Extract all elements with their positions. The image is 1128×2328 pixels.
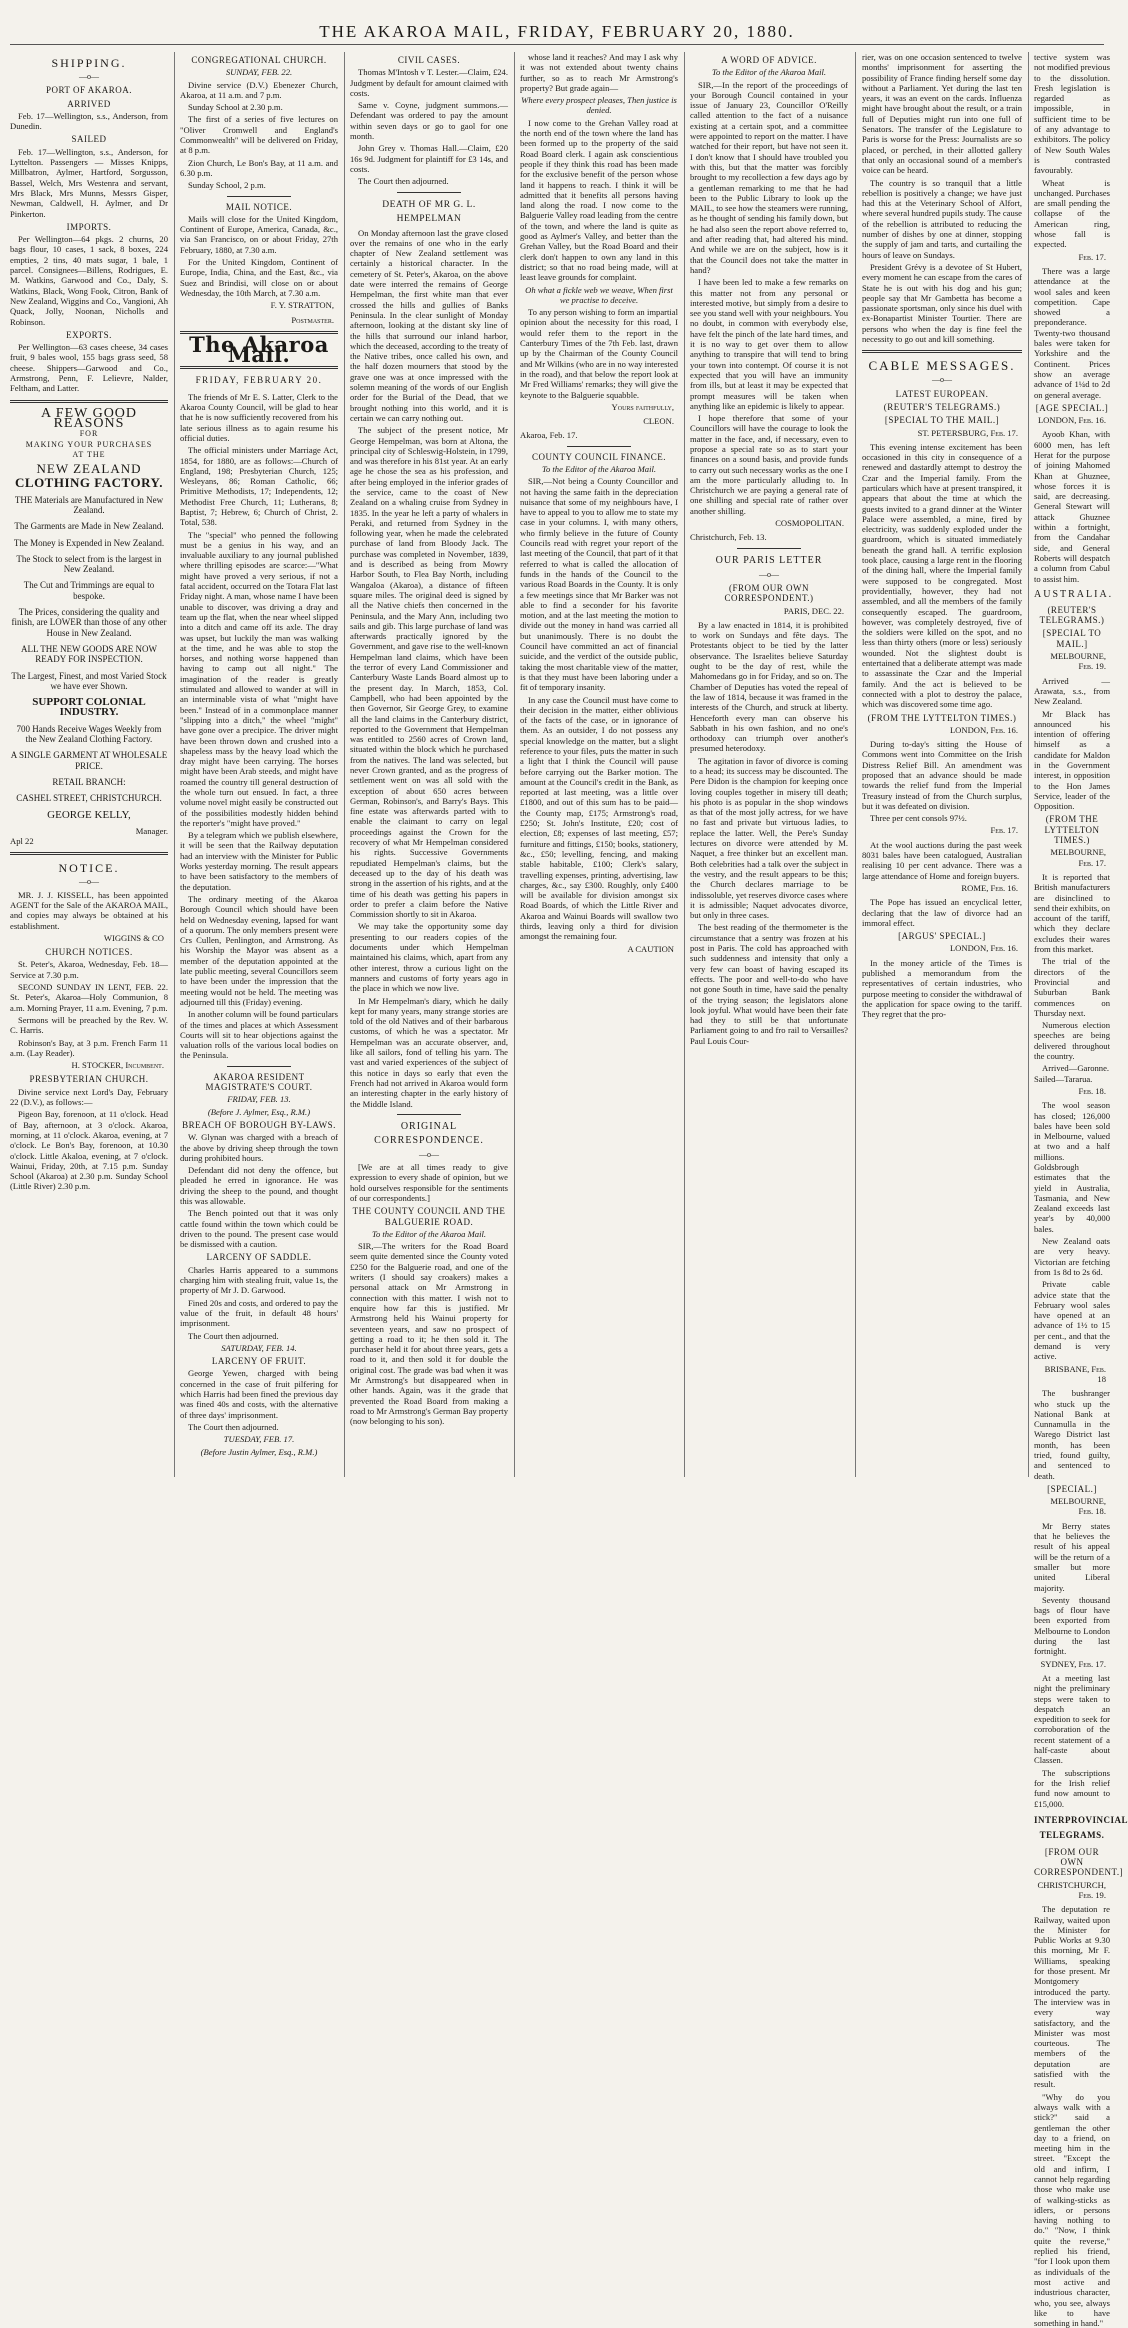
congregational-text: Divine service (D.V.) Ebenezer Church, Akaroa, at 11 a.m. and 7 p.m. (180, 79, 338, 100)
letter-signature: A CAUTION (627, 943, 674, 954)
court-subheading: BREACH OF BOROUGH BY-LAWS. (182, 1119, 336, 1130)
sailed-heading: SAILED (71, 134, 107, 145)
court-heading: AKAROA RESIDENT MAGISTRATE'S COURT. (205, 1071, 313, 1093)
correspondence-heading: ORIGINAL CORRESPONDENCE. (374, 1120, 484, 1146)
court-date: SATURDAY, FEB. 14. (221, 1342, 297, 1353)
column-3 (350, 52, 508, 1477)
cable-paragraph: It is reported that British manufacturers are disinclined to send their exhibits, on account of the tariff, which they declare excludes their wares from this market. (1034, 871, 1110, 955)
letter-paragraph: To any person wishing to form an impartial opinion about the necessity for this road, I would refer them to the report in the Canterbury Times of the 7th Feb. last, drawn up by the Chairman of the County Council and Mr Wilkins (who are in no way interested in the road), and that below the report look at Mr Fred Williams' remarks; they will give the keynote to the Balguerie squabble. (520, 307, 678, 400)
ornament: —o— (79, 72, 99, 81)
congregational-date: SUNDAY, FEB. 22. (225, 67, 293, 78)
letter-paragraph: SIR,—Not being a County Councillor and not having the same faith in the depreciation nuisance that some of my neighbours have, I have to appeal to you to allow me to state my case in your columns. I, with many others, who firmly believe in the future of County Councils read with regret your report of the last meeting of the Council, that part of it that referred to what is called the allocation of funds in the hands of the Council to the various Road Boards in the County. It is only a few meetings since that Mr Barker was not able to find a seconder for his favorite motion, and at the last meeting the motion to divide out the money in hand was carried all but unanimously. There is no doubt the Council have committed an act of financial suicide, and the verdict of the outside public, taking the most charitable view of the matter, is that they must have been laboring under a fit of temporary insanity. (520, 476, 678, 693)
cable-paragraph: New Zealand oats are very heavy. Victorian are fetching from 1s 8d to 2s 6d. (1034, 1236, 1110, 1277)
divider (10, 852, 168, 855)
cable-paragraph: At the wool auctions during the past week 8031 bales have been catalogued, Australian realising 10 per cent advance. There was a large attendance of Home and foreign buyers. (862, 839, 1022, 881)
cable-source: (REUTER'S TELEGRAMS.) (883, 401, 1001, 412)
congregational-text: Sunday School, 2 p.m. (188, 180, 266, 191)
court-before: (Before Justin Aylmer, Esq., R.M.) (200, 1446, 318, 1457)
ad-branch: RETAIL BRANCH: (52, 776, 126, 787)
obituary-heading: DEATH OF MR G. L. HEMPELMAN (382, 199, 476, 224)
cable-dateline: Feb. 17. (990, 825, 1018, 836)
divider (397, 1114, 460, 1115)
civil-cases-heading: CIVIL CASES. (397, 55, 461, 65)
cable-paragraph: The wool season has closed; 126,000 bales have been sold in Melbourne, valued at two and a half millions. Goldsbrough estimates that the yield in Australia, Tasmania, and New Zealand exceeds last year's by 40,000 bales. (1034, 1100, 1110, 1234)
cable-paragraph: Mr Black has announced his intention of offering himself as a candidate for Maldon in the Government interest, in opposition to the Hon James Service, leader of the Opposition. (1034, 708, 1110, 812)
column-rule (344, 52, 345, 1477)
cable-paragraph: Numerous election speeches are being delivered throughout the country. (1034, 1020, 1110, 1062)
imports-heading: IMPORTS. (66, 221, 112, 232)
ornament: —o— (79, 877, 99, 887)
cable-paragraph: Arrived — Arawata, s.s., from New Zealand. (1034, 675, 1110, 707)
cable-source: [ARGUS' SPECIAL.] (898, 931, 986, 942)
mail-notice-signature: F. Y. STRATTON, (270, 300, 334, 311)
cable-paragraph: Arrived—Garonne. Sailed—Tararua. (1034, 1063, 1110, 1084)
column-rule (174, 52, 175, 1477)
ad-point: A SINGLE GARMENT AT WHOLESALE PRICE. (10, 750, 168, 771)
paris-paragraph: The country is so tranquil that a little rebellion is positively a change; we have just had this at the Veterinary School of Alfort, where several hundred pupils study. The cause of the rebellion is attributed to reducing the number of dishes by one at dinner, stopping the supply of jam and tarts, and curtailing the hours of leave on Sundays. (862, 177, 1022, 260)
cable-dateline: Feb. 17. (1078, 251, 1106, 262)
church-text: St. Peter's, Akaroa, Wednesday, Feb. 18—Service at 7.30 p.m. (10, 959, 168, 980)
mail-notice-text: Mails will close for the United Kingdom, Continent of Europe, America, Canada, &c., via San Francisco, on or about Friday, 27th February, 1880, at 7.30 a.m. (180, 213, 338, 255)
cable-paragraph: Seventy thousand bags of flour have been exported from Melbourne to London during the last fortnight. (1034, 1594, 1110, 1657)
paris-paragraph: The agitation in favor of divorce is coming to a head; its success may be discounted. The Pere Didon is the champion for keeping once loving couples together in misery till death; his photo is as popular in the shop windows as that of the most jolly actress, for we have no fast and private but virtuous ladies, to replace the latter. Well, the Pere's Sunday lectures on divorce were attended by M. Naquet, a free thinker but an excellent man. Both celebrities had a talk over the subject in the vestry, and the result appears to be this; the Church declares marriage to be indissoluble, yet reserves divorce cases where it is admissible; Naquet advocates divorce, but only in three cases. (690, 755, 848, 921)
editorial-paragraph: The official ministers under Marriage Act, 1854, for 1880, are as follows:—Church of England, 198; Presbyterian Church, 125; Wesleyans, 86; Roman Catholic, 66; Primitive Methodists, 17; Independents, 12; Methodist Free Church, 11; Lutherans, 8; Baptist, 7; Hebrew, 6; Church of Christ, 2. Total, 538. (180, 445, 338, 528)
column-5 (690, 52, 848, 1477)
exports-text: Per Wellington—63 cases cheese, 34 cases fruit, 9 bales wool, 155 bags grass seed, 58 cheese. Shippers—Garwood and Co., Armstrong, Penn, F. Lelievre, Nalder, Feltham, and Latter. (10, 342, 168, 394)
cable-dateline: MELBOURNE, Feb. 17. (1050, 847, 1106, 868)
ad-point: SUPPORT COLONIAL INDUSTRY. (32, 696, 146, 719)
ad-point: 700 Hands Receive Wages Weekly from the New Zealand Clothing Factory. (16, 723, 162, 745)
cable-paragraph: Mr Berry states that he believes the result of his appeal will be the return of a smaller but more united Liberal majority. (1034, 1520, 1110, 1593)
cable-dateline: ST. PETERSBURG, Feb. 17. (917, 427, 1018, 438)
cable-dateline: CHRISTCHURCH, Feb. 19. (1037, 1879, 1106, 1900)
cable-paragraph: Ayoob Khan, with 6000 men, has left Herat for the purpose of joining Mahomed Khan at Ghuznee, whose forces it is said, are decreasing. General Stewart will attack Ghuznee within a fortnight, from the Candahar side, and General Roberts will despatch a column from Cabul to assist him. (1034, 429, 1110, 584)
divider (10, 400, 168, 403)
ornament: —o— (932, 375, 952, 385)
column-rule (514, 52, 515, 1477)
church-text: Robinson's Bay, at 3 p.m. French Farm 11 a.m. (Lay Reader). (10, 1037, 168, 1058)
australia-heading: AUSTRALIA. (1034, 588, 1114, 600)
cable-paragraph: The bushranger who stuck up the National Bank at Cunnamulla in the Warego District last month, has been tried, found guilty, and sentenced to death. (1034, 1388, 1110, 1481)
divider (397, 192, 460, 193)
letter-place: Christchurch, Feb. 13. (690, 532, 767, 543)
arrived-heading: ARRIVED (67, 98, 111, 109)
court-subheading: LARCENY OF FRUIT. (211, 1356, 307, 1367)
ad-street: CASHEL STREET, CHRISTCHURCH. (16, 793, 162, 804)
letter-paragraph: SIR,—In the report of the proceedings of your Borough Council contained in your issue of January 23, Councillor O'Reilly called attention to the fact of a nuisance existing at a certain spot, and a committee were appointed to report on the matter. I have watched for their report, but have not seen it. I don't know that I should have troubled you with this, but that the matter was forcibly brought to my recollection a few days ago by a gentleman remarking to me that he had been to the Public Library to look up the MAIL, to see how the steamers were running, as he thought of sending his family down, but he had also seen the report above referred to, and after reading that, had altered his mind. And while we are on the subject, how is it that the Council does not take the matter in hand? (690, 79, 848, 275)
court-text: The Court then adjourned. (188, 1330, 279, 1341)
editorial-paragraph: In another column will be found particulars of the times and places at which Assessment Courts will sit to hear objections against the valuation rolls of the various local bodies on the Peninsula. (180, 1009, 338, 1061)
cable-source: (REUTER'S TELEGRAMS.) (1039, 604, 1105, 626)
ornament: —o— (759, 569, 779, 579)
church-text: SECOND SUNDAY IN LENT, FEB. 22. St. Peter's, Akaroa—Holy Communion, 8 a.m. Morning Prayer, 11 a.m. Evening, 7 p.m. (10, 982, 168, 1013)
ad-line: AT THE (72, 449, 106, 459)
column-rule (855, 52, 856, 1477)
finance-heading: COUNTY COUNCIL FINANCE. (531, 451, 667, 462)
ad-headline: A FEW GOOD REASONS (40, 405, 138, 431)
divider (737, 548, 800, 549)
cable-paragraph: Private cable advice state that the February wool sales have opened at an advance of 1½ to 15 per cent., and that the demand is very active. (1034, 1279, 1110, 1362)
cable-paragraph: The deputation re Railway, waited upon the Minister for Public Works at 9.30 this morning, Mr F. Williams, speaking for those present. Mr Montgomery introduced the party. The interview was in every way satisfactory, and the Minister was most courteous. The members of the deputation are satisfied with the result. (1034, 1904, 1110, 2090)
congregational-heading: CONGREGATIONAL CHURCH. (191, 55, 327, 65)
cable-dateline: SYDNEY, Feb. 17. (1040, 1658, 1106, 1669)
paris-letter-heading: OUR PARIS LETTER (715, 554, 823, 566)
ad-date: Apl 22 (10, 836, 34, 847)
court-subheading: LARCENY OF SADDLE. (206, 1252, 312, 1263)
congregational-text: Zion Church, Le Bon's Bay, at 11 a.m. and 6.30 p.m. (180, 157, 338, 178)
anecdote-paragraph: "Why do you always walk with a stick?" said a gentleman the other day to a friend, on meeting him in the street. "Except the old and infirm, I cannot help regarding those who make use of walking-sticks as idlers, or persons having nothing to do." "Now, I think quite the reverse," replied his friend, "for I look upon them as individuals of the most active and industrious character, who, you see, always like to have something in hand." (1034, 2091, 1110, 2328)
cable-heading: CABLE MESSAGES. (868, 358, 1016, 374)
ad-line: MAKING YOUR PURCHASES (25, 439, 153, 449)
cable-source: [SPECIAL TO THE MAIL.] (884, 415, 1000, 426)
cable-paragraph: In the money article of the Times is published a memorandum from the representatives of certain industries, who purpose meeting to consider the withdrawal of the application for space owing to the tariff. They regret that the pro- (862, 957, 1022, 1020)
letter-paragraph: I now come to the Grehan Valley road at the north end of the town where the land has been formed up to the property of the said Road Board clerk. I again ask conscientious people if they think this road has been made for the exclusive benefit of the person whose land it happens to reach. I think it will be admitted that it benefits all persons having land along the road. I now come to the Balguerie Valley road leading from the centre of the town, and where the land is quite as good as Aylmer's Valley, and better than the Grehan Valley, but the Road Board and their clerk don't happen to own any land in this district; so that no road being made, will at least leave grounds for complaint. (520, 117, 678, 283)
letter-paragraph: I hope therefore that some of your Councillors will have the courage to look the matter in the face, and, if necessary, even to propose a special rate so as to start your finances on a sound basis, and provide funds to carry out such necessary works as the one I am the more particularly alluding to. In Christchurch we are paying a general rate of one shilling and special rate of rather over another shilling. (690, 413, 848, 516)
mail-notice-text: For the United Kingdom, Continent of Europe, India, China, and the East, &c., via Suez and Brindisi, will close on or about Wednesday, the 10th March, at 7.30 a.m. (180, 257, 338, 298)
letter-signature: CLEON. (643, 416, 674, 427)
ad-point: The Cut and Trimmings are equal to bespoke. (23, 580, 155, 601)
obituary-paragraph: In Mr Hempelman's diary, which he daily kept for many years, many strange stories are told of the old Natives and of their barbarous customs, of which he was a spectator. Mr Hempelman was an accurate observer, and, like all sailors, fond of telling his yarn. The vast and varied experiences of the subject of this notice in days so early that even the French had not arrived in Akaroa would form an interesting chapter in the early history of the Middle Island. (350, 995, 508, 1109)
cable-paragraph: Wheat is unchanged. Purchases are small pending the collapse of the American ring, whose fall is expected. (1034, 177, 1110, 250)
court-date: TUESDAY, FEB. 17. (223, 1434, 295, 1445)
top-rule (10, 44, 1104, 45)
ornament: —o— (419, 1149, 439, 1159)
obituary-paragraph: On Monday afternoon last the grave closed over the remains of one who in the early chapter of New Zealand settlement was certainly a historical character. In the cemetery of St. Peter's, Akaroa, on the above date were interred the remains of George Hempelman, the first white man that ever crossed the hills and gullies of Banks Peninsula. In the clear sunlight of Monday afternoon, looking at the distant sky line of the hills that surround our inland harbor, which the deceased, according to the treaty of the Native tribes, once called his own, and the half dozen mourners that stood by the grave one was at once impressed with the solemn meaning of the words of our English order for the Burial of the Dead, that we brought nothing into this world, and it is certain we can carry nothing out. (350, 227, 508, 423)
obituary-paragraph: We may take the opportunity some day presenting to our readers copies of the documents under which Hempelman maintained his claims, which, apart from any other interest, throw a curious light on the manners and customs of forty years ago in the place in which we now live. (350, 921, 508, 994)
clothing-factory-ad (10, 405, 168, 847)
divider (862, 350, 1022, 353)
arrived-text: Feb. 17—Wellington, s.s., Anderson, from Dunedin. (10, 110, 168, 132)
divider (567, 446, 630, 447)
cable-paragraph: During to-day's sitting the House of Commons went into Committee on the Irish Distress Relief Bill. An amendment was proposed that an advance should be made towards the relief fund from the Imperial Treasury instead of from the Church surplus, but it was defeated on division. (862, 739, 1022, 811)
congregational-text: The first of a series of five lectures on "Oliver Cromwell and England's Commonwealth" will be delivered on Friday, at 8 p.m. (180, 114, 338, 156)
court-date: FRIDAY, FEB. 13. (227, 1094, 291, 1105)
presbyterian-text: Pigeon Bay, forenoon, at 11 o'clock. Head of Bay, afternoon, at 3 o'clock. Akaroa, morning, at 11 o'clock. Akaroa, evening, at 7 o'clock. Le Bon's Bay, forenoon, at 10.30 o'clock. Little Akaloa, evening, at 7 o'clock. Wainui, Friday, 20th, at 7.15 p.m. Sunday School (Akaroa) at 2.30 p.m. Sunday School (Little River) 2.30 p.m. (10, 1109, 168, 1192)
cable-paragraph: There was a large attendance at the wool sales and keen competition. Cape showed a preponderance. Twenty-two thousand bales were taken for Yorkshire and the Continent. Prices show an average advance of 1¼d to 2d on general average. (1034, 265, 1110, 400)
ad-point: The Garments are Made in New Zealand. (14, 521, 164, 532)
court-text: Charles Harris appeared to a summons charging him with stealing fruit, value 1s, the property of Mr J. D. Garwood. (180, 1264, 338, 1296)
cable-paragraph: Three per cent consols 97½. (870, 813, 967, 824)
court-text: The Court then adjourned. (188, 1421, 279, 1432)
court-text: Defendant did not deny the offence, but pleaded he erred in ignorance. He was driving the sheep to the pound, and thought this was allowable. (180, 1165, 338, 1206)
cable-source: [SPECIAL.] (1047, 1483, 1097, 1494)
ad-line: NEW ZEALAND (36, 461, 142, 477)
paris-letter-date: PARIS, DEC. 22. (783, 605, 844, 616)
editorial-paragraph: The ordinary meeting of the Akaroa Borough Council which should have been held on Wednesday evening, lapsed for want of a quorum. The only members present were Crs Cullen, Penlington, and Armstrong. As his Worship the Mayor was absent as a member of the deputation appointed at the late public meeting, several Councillors seem to have been under the impression that the meeting would not be held. The meeting was adjourned till this (Friday) evening. (180, 893, 338, 1007)
church-heading: CHURCH NOTICES. (45, 947, 133, 958)
interprovincial-heading: INTERPROVINCIAL TELEGRAMS. (1034, 1814, 1128, 1840)
letter-signature: COSMOPOLITAN. (775, 518, 844, 529)
presbyterian-heading: PRESBYTERIAN CHURCH. (29, 1074, 149, 1085)
letter-paragraph: In any case the Council must have come to their decision in the matter, either oblivious of the facts of the case, or in ignorance of them. As an outsider, I do not possess any special knowledge on the matter, but a slight reference to your files, puts the matter in such a light that I think the Council will pause before carrying out the Barker motion. The amount at the Council's credit in the Bank, as reported at last meeting, was a little over £1800, and out of this sum has to be paid—the County map, £175; Armstrong's road, £250; St. John's Institute, £20; cost of election, £8; expenses of last meeting, £57; furniture and fittings, £150; books, stationery, &c., £50; levelling, fencing, and making stable habitable, £100; Clerk's salary, travelling expenses, printing, advertising, law charges, &c., say £300. Roughly, only £400 will be available for division amongst six Road Boards, of which the Little River and Akaroa and Wainui Boards will swallow two thirds, leaving only a third for division amongst the remaining four. (520, 694, 678, 942)
column-rule (1028, 52, 1029, 1477)
civil-case: Thomas M'Intosh v T. Lester.—Claim, £24. Judgment by default for amount claimed with costs. (350, 67, 508, 98)
cable-dateline: BRISBANE, Feb. 18 (1044, 1363, 1106, 1384)
letter-paragraph: SIR,—The writers for the Road Board seem quite demented since the County voted £250 for the Balguerie road, and one of the writers (I should say croakers) makes a personal attack on Mr Armstrong in connection with this matter. I wish not to enquire how far this is justified. Mr Armstrong held his Wainui property for seventeen years, and saw no prospect of getting a road to it; he then sold it. The purchaser held it for about three years, gets a road to it, and then sold it for double the original cost. The grade was bad when it was Mr Armstrong's but disappeared when in other hands. Again, was it the grade that prevented the Road Board from making a road to Mr Armstrong's German Bay property (now belonging to his son). (350, 1241, 508, 1427)
notice-signature: WIGGINS & CO (103, 932, 164, 943)
church-signature: H. STOCKER, Incumbent. (71, 1060, 164, 1071)
cable-source: (FROM THE LYTTELTON TIMES.) (867, 712, 1017, 723)
cable-dateline: LONDON, Feb. 16. (1037, 415, 1106, 426)
cable-paragraph: The Pope has issued an encyclical letter, declaring that the law of divorce had an immoral effect. (862, 897, 1022, 928)
letter-heading: THE COUNTY COUNCIL AND THE BALGUERIE ROAD. (352, 1206, 506, 1227)
cable-subheading: LATEST EUROPEAN. (895, 388, 989, 399)
paris-paragraph: rier, was on one occasion sentenced to twelve months' imprisonment for asserting the possibility of France finding herself some day without a Parliament. Yet during the last ten years, it was an event on the cards. Influenza might have brought about the result, or a train full of Deputies might run into one full of Senators. The transfer of the Legislature to Paris is worse for the Press: Journalists are so placed, or perched, in their allotted gallery that only an occasional sound of a member's voice can be heard. (862, 52, 1022, 176)
cable-paragraph: This evening intense excitement has been occasioned in this city in consequence of a renewed and dastardly attempt to destroy the Czar and the Imperial family. From the particulars which have at present transpired, it appears that about the time at which the guests invited to a grand dinner at the Winter Palace were assembled, a mine, fired by electricity, was suddenly exploded under the guardroom, which is situated immediately beneath the grand hall. A terrific explosion took place, causing a large rent in the flooring of the dining hall, where the Imperial family were supposed to be congregated. Most providentially, however, they had not assembled, and all the members of the family consequently escaped. The guardroom, however, was completely destroyed, five of the soldiers were killed on the spot, and no less than thirty others (more or less) seriously wounded. Not the slightest doubt is entertained that a deliberate attempt was made to assassinate the Czar and the Imperial family. And the act is believed to be connected with a plot to destroy the palace, which was discovered some time ago. (862, 441, 1022, 710)
divider (227, 196, 290, 197)
imports-text: Per Wellington—64 pkgs. 2 churns, 20 bags flour, 10 cases, 1 sack, 8 boxes, 224 empties, 2 tins, 40 mats sugar, 1 bale, 1 parcel. Consignees—Billens, Rodrigues, E. M. Watkins, Garwood and Co., Daly, S. Watkins, Black, Wong Fook, Citron, Bank of New Zealand, Wiggins and Co., Vangioni, Ah Quack, Jolly, Noonan, Nicholls and Robinson. (10, 234, 168, 327)
paris-paragraph: President Grévy is a devotee of St Hubert, every moment he can escape from the cares of State he is out with his dog and his gun; people say that Mr Gambetta has become a passionate sportsman, only since his duel with ex-Bonapartist Minister Tourtier. There are persons who when the day is fine feel the necessity to go out and kill something. (862, 261, 1022, 345)
notice-heading: NOTICE. (58, 861, 120, 876)
editorial-paragraph: The friends of Mr E. S. Latter, Clerk to the Akaroa County Council, will be glad to hear that he is now sufficiently recovered from his late serious illness as to again resume his official duties. (180, 391, 338, 443)
sailed-text: Feb. 17—Wellington, s.s., Anderson, for Lyttelton. Passengers — Misses Knipps, Millbatron, Aylmer, Hartford, Sorgusson, Bassel, Welch, Mrs Westenra and servant, Mrs Black, Mrs Munns, Messrs Gisper, Newman, Caldwell, H. Aylmer, and Dr Pinkerton. (10, 146, 168, 219)
masthead: THE AKAROA MAIL, FRIDAY, FEBRUARY 20, 1880. (319, 22, 795, 41)
shipping-heading: SHIPPING. (51, 56, 127, 70)
verse: Where every prospect pleases, Then justice is denied. (521, 95, 677, 116)
cable-dateline: MELBOURNE, Feb. 18. (1050, 1496, 1106, 1517)
editorial-paragraph: By a telegram which we publish elsewhere, it will be seen that the Railway deputation had an interview with the Minister for Public Works yesterday morning. The result appears to have been satisfactory to the members of the deputation. (180, 830, 338, 892)
mail-notice-heading: MAIL NOTICE. (225, 201, 293, 212)
ad-point: ALL THE NEW GOODS ARE NOW READY FOR INSPECTION. (20, 643, 158, 665)
cable-paragraph: At a meeting last night the preliminary steps were taken to despatch an expedition to seek for corroboration of the recent statement of a half-caste about Classen. (1034, 1672, 1110, 1766)
column-rule (684, 52, 685, 1477)
divider (227, 1066, 290, 1067)
letter-place: Akaroa, Feb. 17. (520, 430, 578, 441)
cable-source: [SPECIAL TO MAIL.] (1042, 628, 1102, 649)
ad-point: The Largest, Finest, and most Varied Stock we have ever Shown. (11, 670, 167, 691)
court-text: The Bench pointed out that it was only cattle found within the town which could be driven to the pound. The present case would be dismissed with a caution. (180, 1208, 338, 1250)
cable-paragraph: The subscriptions for the Irish relief fund now amount to £15,000. (1034, 1767, 1110, 1809)
letter-paragraph: whose land it reaches? And may I ask why it was not extended about twenty chains further, so as to reach Mr Armstrong's property? But grade again— (520, 52, 678, 93)
civil-case: John Grey v. Thomas Hall.—Claim, £20 16s 9d. Judgment for plaintiff for £3 14s, and costs. (350, 143, 508, 174)
paris-paragraph: The best reading of the thermometer is the circumstance that a sentry was frozen at his post in Paris. The cold has approached with such suddenness and intensity that only a very few can boast of having escaped its effects. The poor and well-to-do who have not gone South in time, have said the penalty of the trying season; the legislators alone look joyful. What would have been their fate had they to still be that unfortunate Parliament going to and fro rail to Versailles? Paul Louis Cour- (690, 922, 848, 1046)
letter-closing: Yours faithfully, (611, 401, 674, 412)
cable-dateline: LONDON, Feb. 16. (949, 724, 1018, 735)
column-4 (520, 52, 678, 1477)
mail-notice-title: Postmaster. (291, 314, 334, 325)
dateline: FRIDAY, FEBRUARY 20. (195, 375, 323, 386)
obituary-paragraph: The subject of the present notice, Mr George Hempelman, was born at Altona, the principal city of Schleswig-Holstein, in 1799, and was therefore in his 81st year. At an early age he chose the sea as his profession, and after being employed in the inferior grades of the service, came to the coast of New Zealand on a whaling cruise from Sydney in 1835. In the year he left a party of whalers in Peraki, and returned from Sydney in the following year, when he made the celebrated purchase of land from Bloody Jack. The purchase was completed in November, 1839, and is described as being from Mowry Harbor South, to Flea Bay North, including Wangaloa (Akaroa), a distance of fifteen square miles. The original deed is signed by all the Native chiefs then concerned in the Peninsula, and the Mary Ann, including two sails and gib. This large purchase of land was afterwards practically ignored by the Government, and gave rise to the well-known Hempelman land claims, which have been the terror of every Land Commissioner and Canterbury Waste Lands Board almost up to the present day. In March, 1853, Col. Campbell, who had been appointed by the then Governor, Sir George Grey, to examine all the land claims in the Canterbury district, reported to the Government that Hempelman was entitled to 2560 acres of Crown land, situated within the block which he purchased from the natives. The land was selected, but never Crown granted, and as the progress of settlement went on was all sold with the exception of about 650 acres between German, Robinson's, and Barry's Bays. This fine estate was afterwards parted with to enable the claimant to carry on legal proceedings against the Crown for the recovery of what Mr Hempelman considered his rights. Successive Governments repudiated Hempelman's claims, but the deceased up to the day of his death was strong in the assertion of his rights, and at the time of his death was getting his papers in order to prefer a claim before the Native Commission shortly to sit in Akaroa. (350, 425, 508, 920)
presbyterian-text: Divine service next Lord's Day, February 22 (D.V.), as follows:— (10, 1086, 168, 1108)
ad-point: THE Materials are Manufactured in New Zealand. (14, 494, 164, 515)
ad-point: The Stock to select from is the largest in New Zealand. (16, 553, 162, 575)
civil-case: The Court then adjourned. (358, 176, 449, 187)
letter-salutation: To the Editor of the Akaroa Mail. (541, 463, 657, 474)
ad-line: FOR (79, 429, 99, 439)
cable-dateline: MELBOURNE, Feb. 19. (1050, 651, 1106, 672)
congregational-text: Sunday School at 2.30 p.m. (188, 102, 283, 113)
ad-line: CLOTHING FACTORY. (15, 475, 163, 491)
column-7 (1034, 52, 1128, 2328)
cable-source: (FROM THE LYTTELTON TIMES.) (1044, 814, 1100, 846)
editorial-paragraph: The "special" who penned the following must be a genius in his way, and an invaluable auxiliary to any journal published where thrilling episodes are scarce:—"What might have proved a very serious, if not a fatal accident, occurred on the Totara Flat last Friday night. A man, whose name I have been unable to discover, was driving a dray and team up the flat, when the near wheel slipped into a ditch and came off its axle. The dray was upset, but luckily the man was walking at the time, and he was able to stop the horses, and nothing worse happened than having to camp out all night." The imagination of the reader is greatly stimulated and allowed to wander at will in an interminable vista of what "might have been." Instead of in a commonplace manner "slipping into a ditch," the wheel "might" have gone over a precipice. The driver might have been thrown down and crushed into a shapeless mass by the heavy load which the dray might have been carrying. The horses might have been Arab steeds, and might have roamed the country till general destruction of the whole turn out ensued. In fact, a three volume novel might easily be constructed out of the possibilities modestly hidden behind the reporter's "might have proved." (180, 529, 338, 828)
cable-dateline: LONDON, Feb. 16. (949, 943, 1018, 954)
ad-point: The Prices, considering the quality and finish, are LOWER than those of any other House in New Zealand. (11, 607, 167, 638)
port-heading: PORT OF AKAROA. (45, 85, 133, 96)
cable-dateline: Feb. 18. (1078, 1085, 1106, 1096)
letter-paragraph: I have been led to make a few remarks on this matter not from any personal or interested motive, but simply from a desire to see you stand well with your neighbours. You no doubt, in common with everybody else, have felt the pinch of the late hard times, and it is no way to get over them to allow anything to transpire that will tend to bring your town into contempt. Of course it is not expected that you will have an immunity from ills, but at least it may be expected that prompt measures will be taken when anything like an epidemic is likely to appear. (690, 277, 848, 411)
court-text: Fined 20s and costs, and ordered to pay the value of the fruit, in default 48 hours' imprisonment. (180, 1297, 338, 1329)
cable-source: [AGE SPECIAL.] (1035, 402, 1109, 413)
cable-paragraph: tective system was not modified previous to the dissolution. Fresh legislation is regarded as impossible, in sufficient time to be of any advantage to exhibitors. The policy of New South Wales is contrasted favourably. (1034, 52, 1110, 176)
letter-salutation: To the Editor of the Akaroa Mail. (711, 67, 827, 78)
paris-letter-source: (FROM OUR OWN CORRESPONDENT.) (724, 582, 814, 604)
ad-point: The Money is Expended in New Zealand. (13, 537, 165, 548)
correspondence-note: [We are at all times ready to give expression to every shade of opinion, but we hold ourselves responsible for the sentiments of our correspondents.] (350, 1162, 508, 1203)
cable-source: [FROM OUR OWN CORRESPONDENT.] (1034, 1846, 1124, 1878)
notice-text: MR. J. J. KISSELL, has been appointed AGENT for the Sale of the AKAROA MAIL, and copies may always be obtained at his establishment. (10, 889, 168, 931)
ad-manager: Manager. (135, 825, 168, 836)
civil-case: Same v. Coyne, judgment summons.—Defendant was ordered to pay the amount within seven days or go to gaol for one month. (350, 100, 508, 142)
church-text: Sermons will be preached by the Rev. W. C. Harris. (10, 1014, 168, 1036)
ad-manager-name: GEORGE KELLY, (47, 808, 131, 821)
column-1 (10, 52, 168, 1477)
paris-paragraph: By a law enacted in 1814, it is prohibited to work on Sundays and fête days. The Protestants object to be tied by the latter observance. The Israelites believe Saturday ought to be the day of rest, while the Mahomedans go in for Friday, and so on. The Chamber of Deputies has voted the repeal of the law of 1814, because it was framed in the interests of the Church, and struck at liberty. Henceforth every man can observe his Sabbath in his own fashion, and no one's orthodoxy can triumph over another's presumed heterodoxy. (690, 619, 848, 754)
advice-heading: A WORD OF ADVICE. (721, 55, 817, 65)
column-6 (862, 52, 1022, 1477)
column-2 (180, 52, 338, 1477)
court-text: George Yewen, charged with being concerned in the case of fruit pilfering for which Harris had been fined the previous day was fined 40s and costs, with the alternative of three days' imprisonment. (180, 1368, 338, 1420)
verse: Oh what a fickle web we weave, When first we practise to deceive. (525, 284, 673, 305)
exports-heading: EXPORTS. (66, 329, 112, 340)
cable-dateline: ROME, Feb. 16. (961, 882, 1018, 893)
court-before: (Before J. Aylmer, Esq., R.M.) (207, 1106, 311, 1117)
cable-paragraph: The trial of the directors of the Provincial and Suburban Bank commences on Thursday next. (1034, 956, 1110, 1018)
court-text: W. Glynan was charged with a breach of the above by driving sheep through the town during prohibited hours. (180, 1132, 338, 1163)
letter-salutation: To the Editor of the Akaroa Mail. (371, 1228, 487, 1239)
paper-title: The Akaroa Mail. (189, 331, 329, 368)
